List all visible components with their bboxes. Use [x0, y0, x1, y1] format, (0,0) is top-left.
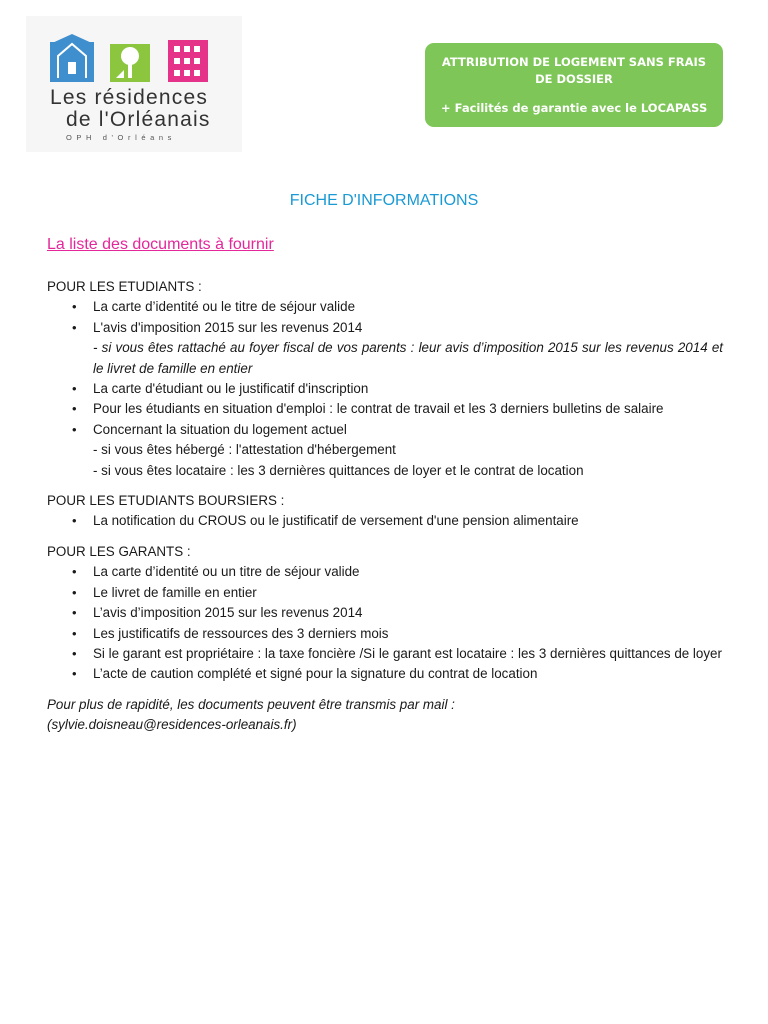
- logo-houses-icon: [50, 34, 220, 84]
- banner-line2: + Facilités de garantie avec le LOCAPASS: [441, 101, 708, 115]
- list-garants: [47, 562, 723, 684]
- list-item: [47, 562, 723, 582]
- list-item-text: Le livret de famille en entier: [93, 584, 257, 600]
- logo-text-line1: Les résidences: [50, 86, 209, 109]
- list-item: [47, 420, 723, 481]
- section-heading-boursiers: POUR LES ETUDIANTS BOURSIERS :: [47, 493, 285, 509]
- list-item-text: L'avis d'imposition 2015 sur les revenus 2014: [93, 319, 363, 335]
- list-boursiers: [47, 511, 723, 531]
- section-heading-garants: POUR LES GARANTS :: [47, 543, 191, 559]
- list-etudiants: [47, 297, 723, 481]
- list-item: [47, 379, 723, 399]
- list-item: [47, 664, 723, 684]
- list-item-text: La carte d’identité ou un titre de séjour valide: [93, 564, 360, 580]
- section-heading-etudiants: POUR LES ETUDIANTS :: [47, 279, 202, 294]
- promo-banner: [425, 43, 723, 127]
- list-item: [47, 297, 723, 317]
- list-item-subline: - si vous êtes locataire : les 3 dernières quittances de loyer et le contrat de location: [93, 462, 584, 478]
- list-item-text: La notification du CROUS ou le justificatif de versement d'une pension alimentaire: [93, 513, 579, 529]
- banner-line1a: ATTRIBUTION DE LOGEMENT SANS FRAIS: [441, 55, 707, 69]
- documents-list-heading: La liste des documents à fournir: [47, 236, 274, 253]
- list-item: [47, 399, 723, 419]
- list-item-text: L’avis d’imposition 2015 sur les revenus 2014: [93, 605, 363, 621]
- list-item: [47, 624, 723, 644]
- list-item: [47, 318, 723, 379]
- footer-line1: Pour plus de rapidité, les documents peuvent être transmis par mail :: [47, 696, 455, 712]
- contact-email: (sylvie.doisneau@residences-orleanais.fr): [47, 717, 297, 733]
- list-item-text: La carte d'étudiant ou le justificatif d'inscription: [93, 381, 369, 397]
- list-item-text: Concernant la situation du logement actuel: [93, 421, 347, 437]
- list-item: [47, 583, 723, 603]
- list-item-text: Si le garant est propriétaire : la taxe foncière /Si le garant est locataire : les 3 dernières quittances de loyer: [93, 645, 722, 661]
- footer-note: [47, 695, 723, 736]
- list-item-text: Les justificatifs de ressources des 3 derniers mois: [93, 625, 389, 641]
- banner-headline: [425, 54, 723, 88]
- banner-line1b: DE DOSSIER: [535, 72, 613, 86]
- page-title: FICHE D'INFORMATIONS: [289, 192, 479, 209]
- list-item: [47, 644, 723, 664]
- logo-text-line3: OPH d'Orléans: [66, 133, 177, 142]
- logo-text-line2: de l'Orléanais: [66, 108, 211, 131]
- list-item-text: La carte d’identité ou le titre de séjour valide: [93, 299, 356, 315]
- list-item: [47, 603, 723, 623]
- list-item-text: Pour les étudiants en situation d'emploi : le contrat de travail et les 3 derniers bulletins de salaire: [93, 401, 664, 417]
- logo: [26, 16, 242, 152]
- list-item-note: - si vous êtes rattaché au foyer fiscal de vos parents : leur avis d’imposition 2015 sur les revenus 2014 et le livret de famille en entier: [93, 340, 723, 376]
- document-body: [47, 277, 723, 736]
- list-item: [47, 511, 723, 531]
- list-item-text: L’acte de caution complété et signé pour la signature du contrat de location: [93, 666, 538, 682]
- list-item-subline: - si vous êtes hébergé : l'attestation d'hébergement: [93, 442, 396, 458]
